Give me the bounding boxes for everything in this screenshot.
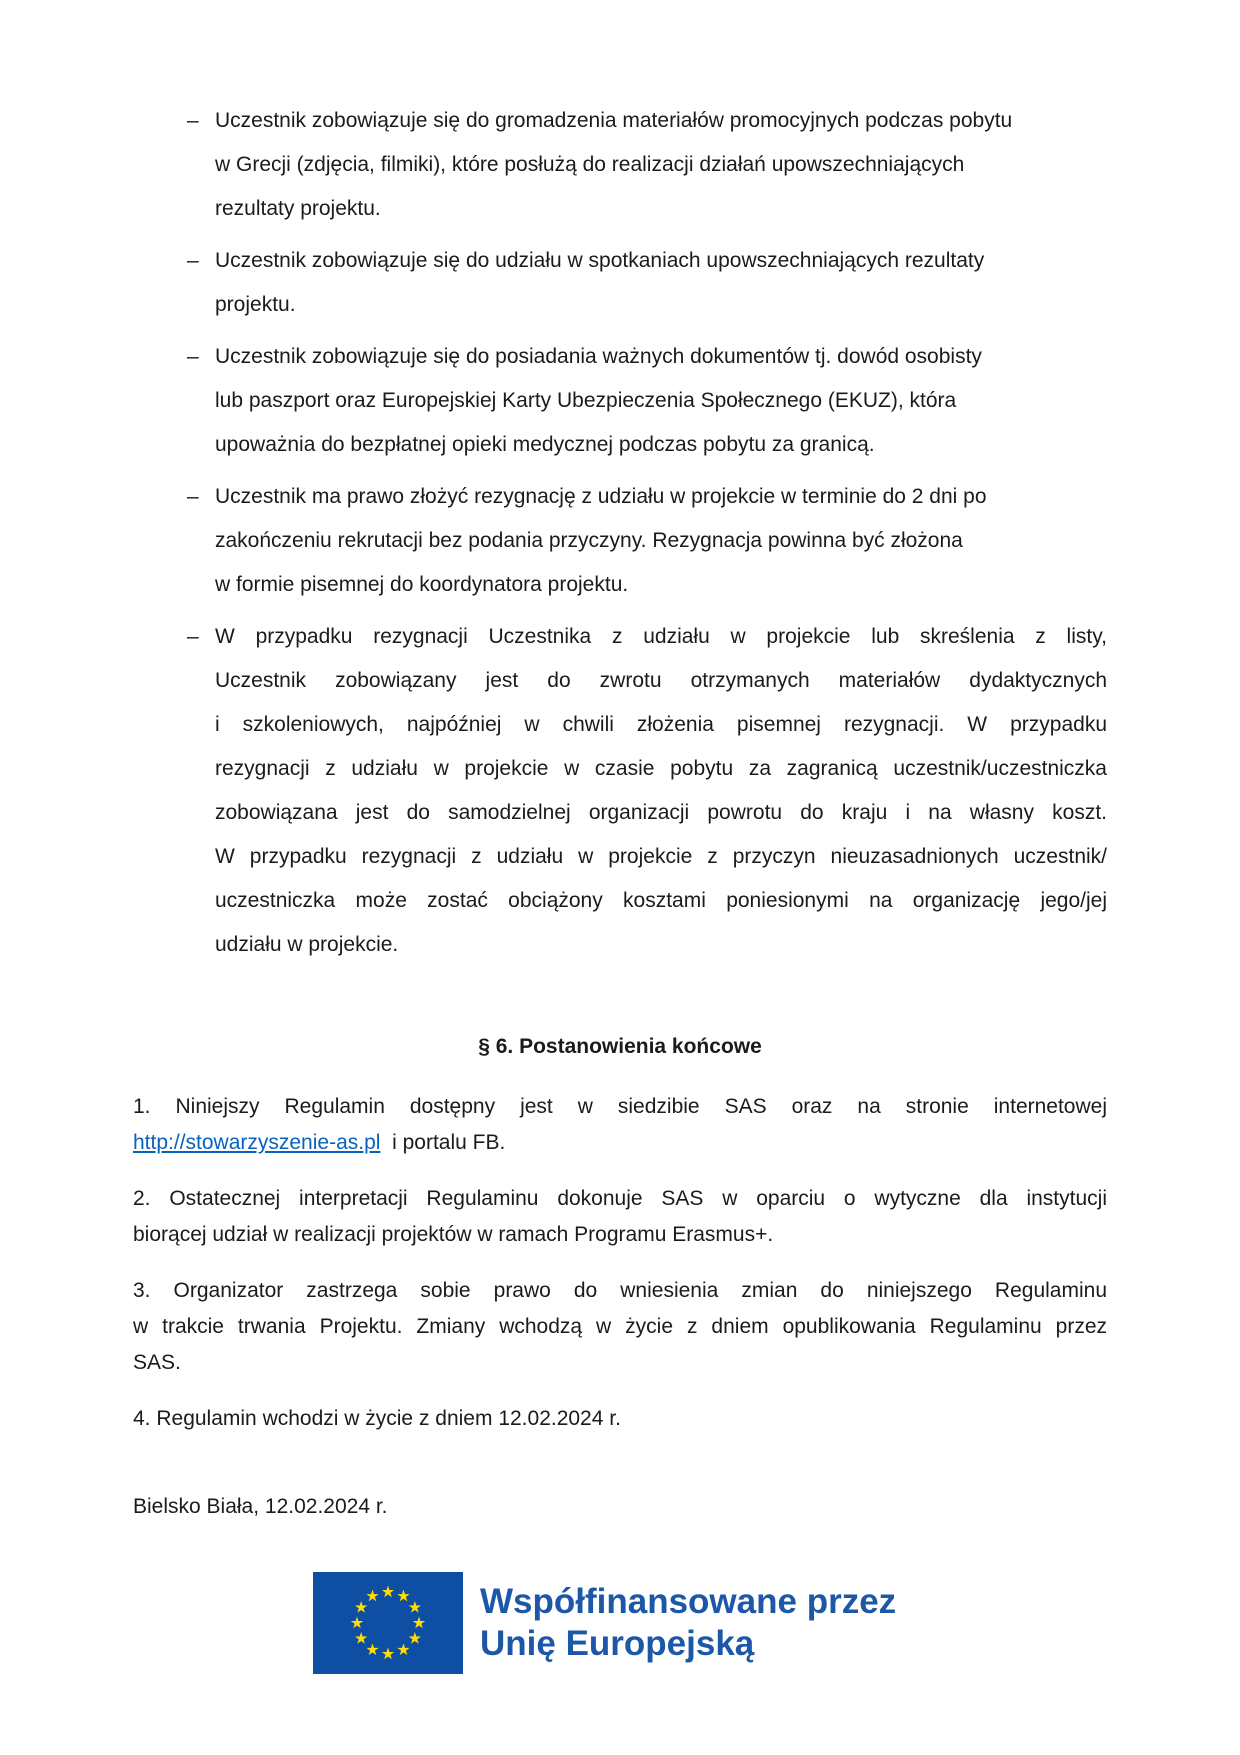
bullet-dash: – [187,625,199,648]
paragraph-3 [133,1273,1107,1381]
list-item-line: projektu. [215,293,296,316]
bullet-dash: – [187,485,199,508]
list-item-line: W przypadku rezygnacji z udziału w projekcie z przyczyn nieuzasadnionych uczestnik/ [215,845,1107,868]
paragraph-line: biorącej udział w realizacji projektów w ramach Programu Erasmus+. [133,1223,774,1246]
bullet-dash: – [187,345,199,368]
paragraph-line: 1. Niniejszy Regulamin dostępny jest w siedzibie SAS oraz na stronie internetowej [133,1095,1107,1118]
logo-text-line1: Współfinansowane przez [480,1582,897,1621]
paragraph-line: 2. Ostatecznej interpretacji Regulaminu dokonuje SAS w oparciu o wytyczne dla instytucji [133,1187,1107,1210]
list-item-line: Uczestnik zobowiązuje się do udziału w spotkaniach upowszechniających rezultaty [215,249,985,272]
paragraph-line: 3. Organizator zastrzega sobie prawo do wniesienia zmian do niniejszego Regulaminu [133,1279,1107,1302]
eu-cofunded-logo [133,1572,1107,1674]
logo-text-line2: Unię Europejską [480,1624,755,1663]
paragraph-line: w trakcie trwania Projektu. Zmiany wchodzą w życie z dniem opublikowania Regulaminu przez [133,1315,1107,1338]
list-item [133,615,1107,967]
list-item [133,335,1107,467]
paragraph-1 [133,1089,1107,1161]
list-item-line: i szkoleniowych, najpóźniej w chwili złożenia pisemnej rezygnacji. W przypadku [215,713,1107,736]
list-item-line: lub paszport oraz Europejskiej Karty Ubezpieczenia Społecznego (EKUZ), która [215,389,957,412]
paragraph-line [133,1125,1107,1161]
website-link[interactable]: http://stowarzyszenie-as.pl [133,1131,381,1154]
paragraph-4 [133,1401,1107,1437]
list-item [133,99,1107,231]
section-heading: § 6. Postanowienia końcowe [478,1035,762,1058]
list-item-line: w formie pisemnej do koordynatora projektu. [215,573,629,596]
obligations-list [133,99,1107,967]
logo-text [480,1581,896,1665]
list-item-line: zobowiązana jest do samodzielnej organizacji powrotu do kraju i na własny koszt. [215,801,1107,824]
bullet-dash: – [187,109,199,132]
final-provisions [133,1089,1107,1437]
list-item [133,475,1107,607]
list-item-line: uczestniczka może zostać obciążony kosztami poniesionymi na organizację jego/jej [215,889,1107,912]
list-item-line: upoważnia do bezpłatnej opieki medycznej podczas pobytu za granicą. [215,433,875,456]
list-item-line: rezygnacji z udziału w projekcie w czasie pobytu za zagranicą uczestnik/uczestniczka [215,757,1107,780]
list-item-line: udziału w projekcie. [215,933,399,956]
list-item-line: zakończeniu rekrutacji bez podania przyczyny. Rezygnacja powinna być złożona [215,529,963,552]
list-item-line: W przypadku rezygnacji Uczestnika z udziału w projekcie lub skreślenia z listy, [215,625,1107,648]
paragraph-line: 4. Regulamin wchodzi w życie z dniem 12.02.2024 r. [133,1407,621,1430]
dateline: Bielsko Biała, 12.02.2024 r. [133,1495,388,1518]
list-item-line: Uczestnik ma prawo złożyć rezygnację z udziału w projekcie w terminie do 2 dni po [215,485,987,508]
bullet-dash: – [187,249,199,272]
list-item-line: rezultaty projektu. [215,197,381,220]
list-item-line: Uczestnik zobowiązuje się do posiadania ważnych dokumentów tj. dowód osobisty [215,345,982,368]
paragraph-2 [133,1181,1107,1253]
list-item-line: Uczestnik zobowiązuje się do gromadzenia materiałów promocyjnych podczas pobytu [215,109,1013,132]
paragraph-line: SAS. [133,1351,181,1374]
list-item-line: w Grecji (zdjęcia, filmiki), które posłużą do realizacji działań upowszechniających [215,153,965,176]
eu-flag-icon [313,1572,463,1674]
list-item-line: Uczestnik zobowiązany jest do zwrotu otrzymanych materiałów dydaktycznych [215,669,1107,692]
paragraph-text: i portalu FB. [380,1131,506,1154]
list-item [133,239,1107,327]
